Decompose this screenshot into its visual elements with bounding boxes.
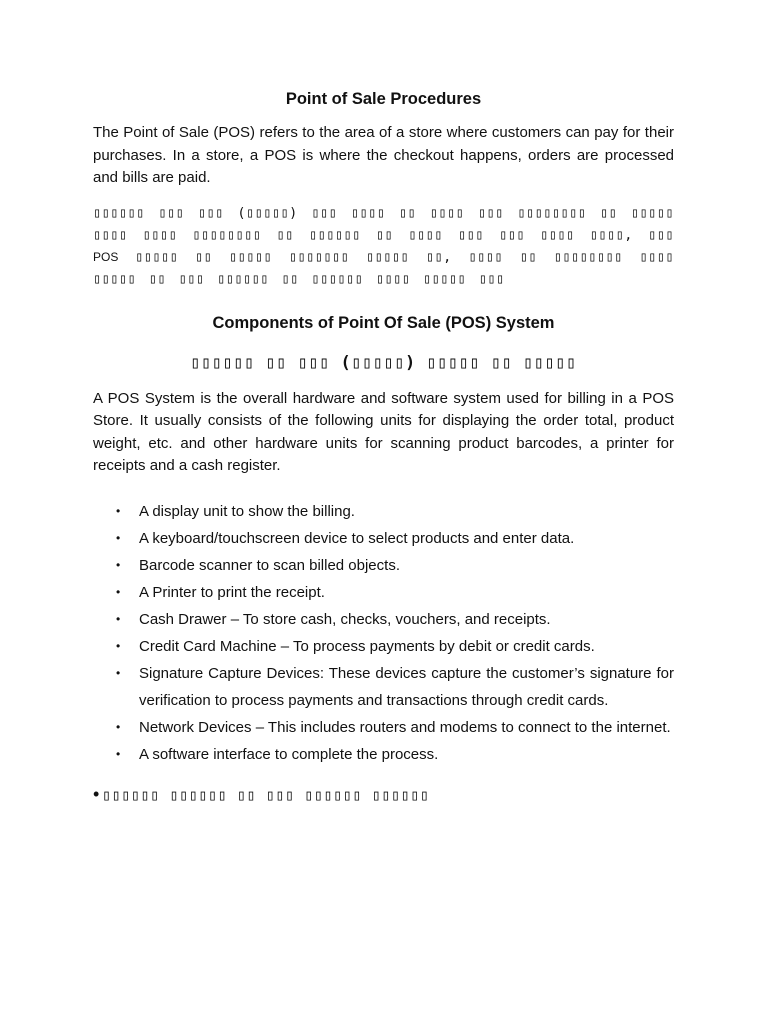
system-intro-paragraph: A POS System is the overall hardware and software system used for billing in a POS Store. It usually consists of the following units for displaying the order total, product weight, etc. and other hardware units for scanning product barcodes, a printer for receipts and a cash register. [93, 389, 674, 474]
list-item-text: Barcode scanner to scan billed objects. [139, 556, 400, 574]
bullet-icon: • [116, 665, 121, 680]
bullet-icon: • [116, 746, 121, 761]
intro-paragraph-english: The Point of Sale (POS) refers to the area of a store where customers can pay for their purchases. In a store, a POS is where the checkout happens, orders are processed and bills are paid. [93, 124, 674, 186]
list-item-text: A Printer to print the receipt. [139, 583, 325, 601]
section-heading: Components of Point Of Sale (POS) System [212, 313, 555, 332]
list-item [93, 525, 674, 552]
hindi-paragraph-part-1: ▯▯▯▯▯▯ ▯▯▯ ▯▯▯ (▯▯▯▯▯) ▯▯▯ ▯▯▯▯ ▯▯ ▯▯▯▯ ▯▯▯ ▯▯▯▯▯▯▯▯ ▯▯ ▯▯▯▯▯ ▯▯▯▯ ▯▯▯▯ ▯▯▯▯▯▯▯▯ ▯▯ ▯▯▯▯▯▯ ▯▯ ▯▯▯▯ ▯▯▯ ▯▯▯ ▯▯▯▯ ▯▯▯▯, ▯▯▯ [93, 204, 674, 243]
bullet-icon: • [116, 611, 121, 626]
hindi-bullet-text: ▯▯▯▯▯▯ ▯▯▯▯▯▯ ▯▯ ▯▯▯ ▯▯▯▯▯▯ ▯▯▯▯▯▯ [101, 785, 430, 804]
document-page [93, 86, 674, 807]
hindi-paragraph [93, 202, 674, 290]
list-item-text: A software interface to complete the process. [139, 745, 439, 763]
list-item [93, 633, 674, 660]
components-list [93, 498, 674, 768]
list-item [93, 498, 674, 525]
hindi-paragraph-part-2: ▯▯▯▯▯ ▯▯ ▯▯▯▯▯ ▯▯▯▯▯▯▯ ▯▯▯▯▯ ▯▯, ▯▯▯▯ ▯▯ ▯▯▯▯▯▯▯▯ ▯▯▯▯ ▯▯▯▯▯ ▯▯ ▯▯▯ ▯▯▯▯▯▯ ▯▯ ▯▯▯▯▯▯ ▯▯▯▯ ▯▯▯▯▯ ▯▯▯ [93, 248, 674, 287]
hindi-paragraph-pos: POS [93, 249, 119, 264]
list-item-text: Credit Card Machine – To process payments by debit or credit cards. [139, 637, 595, 655]
bullet-icon: • [116, 719, 121, 734]
list-item-text: Cash Drawer – To store cash, checks, vouchers, and receipts. [139, 610, 551, 628]
list-item [93, 660, 674, 714]
bullet-icon: • [116, 530, 121, 545]
list-item-text: Network Devices – This includes routers and modems to connect to the internet. [139, 718, 671, 736]
list-item [93, 579, 674, 606]
list-item [93, 714, 674, 741]
document-title: Point of Sale Procedures [285, 90, 482, 108]
bullet-icon: • [116, 557, 121, 572]
bullet-icon: • [93, 783, 100, 804]
hindi-bullet-line [93, 782, 674, 807]
list-item [93, 606, 674, 633]
list-item-text: Signature Capture Devices: These devices capture the customer’s signature for verification to process payments and transactions through credit cards. [139, 664, 674, 709]
list-item-text: A keyboard/touchscreen device to select products and enter data. [139, 529, 575, 547]
bullet-icon: • [116, 638, 121, 653]
bullet-icon: • [116, 584, 121, 599]
list-item [93, 552, 674, 579]
list-item [93, 741, 674, 768]
bullet-icon: • [116, 503, 121, 518]
list-item-text: A display unit to show the billing. [139, 502, 355, 520]
hindi-section-heading: ▯▯▯▯▯▯ ▯▯ ▯▯▯ (▯▯▯▯▯) ▯▯▯▯▯ ▯▯ ▯▯▯▯▯ [190, 352, 577, 373]
